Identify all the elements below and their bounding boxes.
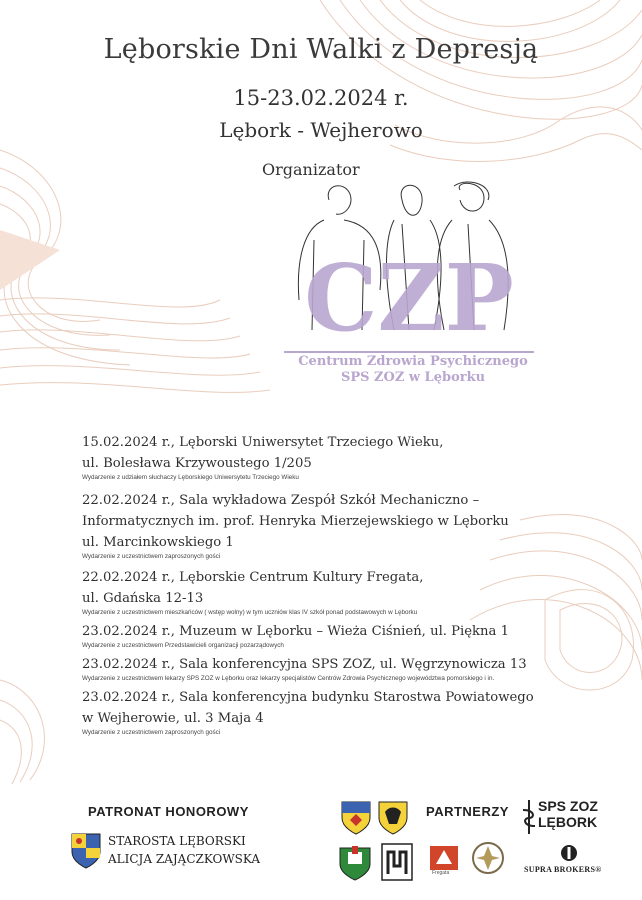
event-item xyxy=(82,432,592,482)
event-line: 23.02.2024 r., Muzeum w Lęborku – Wieża Ciśnień, ul. Piękna 1 xyxy=(82,624,509,639)
fregata-label: Fregata xyxy=(432,870,450,876)
event-line: ul. Marcinkowskiego 1 xyxy=(82,535,234,550)
event-line: ul. Gdańska 12-13 xyxy=(82,591,204,606)
patronage-title: PATRONAT HONOROWY xyxy=(88,804,249,819)
patron-line: ALICJA ZAJĄCZKOWSKA xyxy=(108,852,261,866)
partner-crest-1-icon xyxy=(340,800,372,836)
event-location: Lębork - Wejherowo xyxy=(219,118,423,142)
organizer-label: Organizator xyxy=(262,160,360,179)
event-note: Wydarzenie z uczestnictwem zaproszonych gości xyxy=(82,553,221,560)
patron-line: STAROSTA LĘBORSKI xyxy=(108,834,246,848)
partner-logo-4-icon xyxy=(380,842,414,882)
czp-letters: CZP xyxy=(304,244,514,352)
event-note: Wydarzenie z uczestnictwem mieszkańców ( wstęp wolny) w tym uczniów klas IV szkół ponad podstawowych w Lęborku xyxy=(82,609,418,616)
event-line: ul. Bolesława Krzywoustego 1/205 xyxy=(82,456,312,471)
decorative-triangle xyxy=(0,230,60,290)
sps-line2: LĘBORK xyxy=(538,814,598,830)
county-crest-icon xyxy=(70,832,102,870)
event-line: w Wejherowie, ul. 3 Maja 4 xyxy=(82,711,264,726)
event-note: Wydarzenie z uczestnictwem lekarzy SPS ZOZ w Lęborku oraz lekarzy specjalistów Centrów Zdrowia Psychicznego województwa pomorskiego i in. xyxy=(82,675,495,682)
sps-zoz-icon xyxy=(520,800,538,834)
page-title: Lęborskie Dni Walki z Depresją xyxy=(103,34,539,65)
event-line: Informatycznych im. prof. Henryka Mierzejewskiego w Lęborku xyxy=(82,514,509,529)
partner-crest-2-icon xyxy=(377,800,409,836)
czp-name-line1: Centrum Zdrowia Psychicznego xyxy=(298,354,528,369)
event-line: 23.02.2024 r., Sala konferencyjna budynku Starostwa Powiatowego xyxy=(82,690,534,705)
event-item xyxy=(82,654,592,683)
event-line: 23.02.2024 r., Sala konferencyjna SPS ZOZ, ul. Węgrzynowicza 13 xyxy=(82,657,527,672)
czp-full-name xyxy=(268,354,558,386)
patron-text xyxy=(108,834,260,866)
event-item xyxy=(82,490,592,561)
sps-line1: SPS ZOZ xyxy=(538,798,598,814)
event-list xyxy=(82,432,592,741)
event-note: Wydarzenie z udziałem słuchaczy Lęborskiego Uniwersytetu Trzeciego Wieku xyxy=(82,474,299,481)
sps-zoz-logo-text xyxy=(538,798,598,830)
supra-brokers-icon xyxy=(560,844,578,862)
event-item xyxy=(82,567,592,617)
event-line: 22.02.2024 r., Sala wykładowa Zespół Szkół Mechaniczno – xyxy=(82,493,480,508)
event-item xyxy=(82,687,592,737)
event-note: Wydarzenie z uczestnictwem zaproszonych gości xyxy=(82,729,221,736)
fire-brigade-emblem-icon xyxy=(470,840,506,876)
fregata-logo-icon xyxy=(430,846,458,870)
event-line: 15.02.2024 r., Lęborski Uniwersytet Trzeciego Wieku, xyxy=(82,435,444,450)
partner-crest-3-icon xyxy=(338,842,372,882)
event-item xyxy=(82,621,592,650)
supra-brokers-label: SUPRA BROKERS® xyxy=(524,865,602,874)
event-line: 22.02.2024 r., Lęborskie Centrum Kultury Fregata, xyxy=(82,570,424,585)
event-dates: 15-23.02.2024 r. xyxy=(233,86,409,110)
czp-name-line2: SPS ZOZ w Lęborku xyxy=(340,370,486,385)
partners-title: PARTNERZY xyxy=(426,804,509,819)
czp-logo xyxy=(284,180,534,355)
event-note: Wydarzenie z uczestnictwem Przedstawicieli organizacji pozarządowych xyxy=(82,642,284,649)
